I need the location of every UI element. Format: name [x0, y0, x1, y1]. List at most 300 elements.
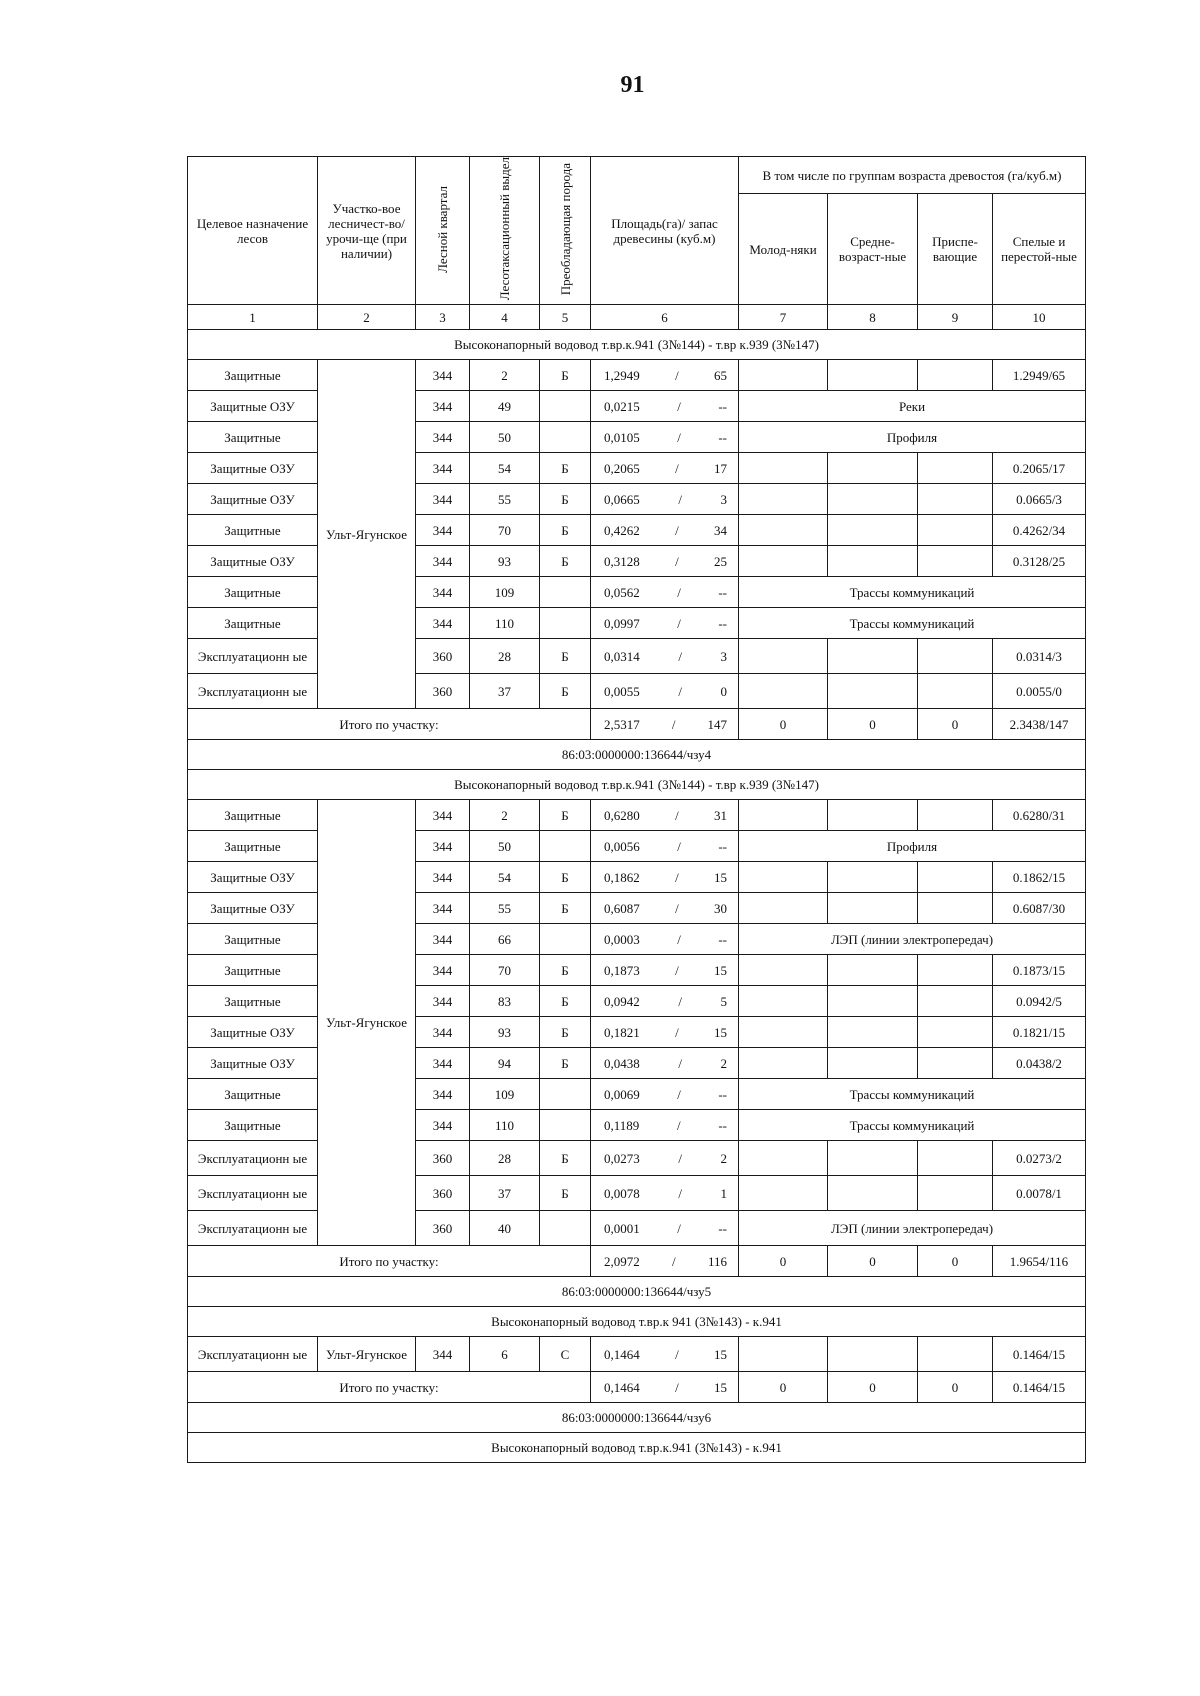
cell-purpose: Защитные ОЗУ — [188, 893, 318, 924]
cell-area-stock — [591, 955, 739, 986]
total-area-stock — [591, 1372, 739, 1403]
area-stock-wrap — [594, 649, 735, 664]
total-middle: 0 — [828, 709, 918, 740]
area-stock-wrap — [594, 1056, 735, 1071]
cadastral-row — [188, 1403, 1086, 1433]
header-middle: Средне-возраст-ные — [828, 194, 918, 305]
area-stock-wrap — [594, 1186, 735, 1201]
total-row — [188, 1372, 1086, 1403]
cell-vydel: 2 — [470, 360, 540, 391]
cell-area-stock — [591, 639, 739, 674]
cell-young — [739, 360, 828, 391]
cell-mature: 0.1821/15 — [993, 1017, 1086, 1048]
header-vydel — [470, 157, 540, 305]
slash-separator: / — [675, 1346, 679, 1362]
cell-kvartal: 344 — [416, 515, 470, 546]
area-value: 0,0997 — [604, 615, 640, 631]
cell-purpose: Эксплуатационн ые — [188, 1176, 318, 1211]
cell-area-stock — [591, 674, 739, 709]
stock-value: -- — [718, 1086, 727, 1102]
section-title: Высоконапорный водовод т.вр.к.941 (3№143) - к.941 — [188, 1433, 1086, 1463]
cell-species: С — [540, 1337, 591, 1372]
stock-value: 0 — [720, 683, 727, 699]
slash-separator: / — [675, 1024, 679, 1040]
stock-value: 30 — [714, 900, 727, 916]
total-area: 2,0972 — [604, 1253, 640, 1269]
total-area: 2,5317 — [604, 716, 640, 732]
col-num: 9 — [918, 305, 993, 330]
cell-kvartal: 344 — [416, 360, 470, 391]
cell-mature: 0.0078/1 — [993, 1176, 1086, 1211]
slash-separator: / — [671, 716, 676, 732]
cell-species — [540, 1110, 591, 1141]
slash-separator: / — [675, 1379, 679, 1395]
area-value: 0,0215 — [604, 398, 640, 414]
area-stock-wrap — [594, 523, 735, 538]
slash-separator: / — [675, 460, 679, 476]
cell-premature — [918, 360, 993, 391]
cell-kvartal: 344 — [416, 1017, 470, 1048]
cell-middle — [828, 639, 918, 674]
cell-kvartal: 344 — [416, 986, 470, 1017]
cell-species: Б — [540, 360, 591, 391]
cell-young — [739, 1141, 828, 1176]
cadastral-number: 86:03:0000000:136644/чзу5 — [188, 1277, 1086, 1307]
slash-separator: / — [675, 962, 679, 978]
cell-species — [540, 577, 591, 608]
table-row — [188, 1337, 1086, 1372]
section-title: Высоконапорный водовод т.вр.к.941 (3№144) - т.вр к.939 (3№147) — [188, 330, 1086, 360]
area-stock-wrap — [594, 932, 735, 947]
total-area-stock — [591, 709, 739, 740]
cell-species — [540, 831, 591, 862]
cell-kvartal: 344 — [416, 1337, 470, 1372]
cell-kvartal: 360 — [416, 1211, 470, 1246]
area-value: 0,0105 — [604, 429, 640, 445]
area-stock-wrap — [594, 901, 735, 916]
cell-area-stock — [591, 1141, 739, 1176]
cell-vydel: 49 — [470, 391, 540, 422]
table-row — [188, 800, 1086, 831]
cell-middle — [828, 546, 918, 577]
total-mature: 1.9654/116 — [993, 1246, 1086, 1277]
cell-middle — [828, 1176, 918, 1211]
cell-young — [739, 639, 828, 674]
cell-vydel: 109 — [470, 1079, 540, 1110]
col-num: 6 — [591, 305, 739, 330]
cell-vydel: 94 — [470, 1048, 540, 1079]
cell-species: Б — [540, 893, 591, 924]
cell-note: Профиля — [739, 831, 1086, 862]
cell-mature: 0.0314/3 — [993, 639, 1086, 674]
cell-purpose: Защитные — [188, 360, 318, 391]
cell-kvartal: 344 — [416, 577, 470, 608]
slash-separator: / — [677, 584, 681, 600]
cell-vydel: 28 — [470, 1141, 540, 1176]
cell-young — [739, 800, 828, 831]
area-stock-wrap — [594, 1087, 735, 1102]
cell-mature: 0.4262/34 — [993, 515, 1086, 546]
area-stock-wrap — [594, 492, 735, 507]
header-young: Молод-няки — [739, 194, 828, 305]
stock-value: -- — [718, 584, 727, 600]
stock-value: 15 — [714, 962, 727, 978]
cadastral-number: 86:03:0000000:136644/чзу6 — [188, 1403, 1086, 1433]
slash-separator: / — [675, 807, 679, 823]
cell-purpose: Защитные ОЗУ — [188, 1048, 318, 1079]
table-body — [188, 157, 1086, 1463]
cell-middle — [828, 1337, 918, 1372]
stock-value: -- — [718, 838, 727, 854]
cell-mature: 0.0273/2 — [993, 1141, 1086, 1176]
total-premature: 0 — [918, 709, 993, 740]
cell-species: Б — [540, 515, 591, 546]
cell-young — [739, 515, 828, 546]
area-value: 0,6087 — [604, 900, 640, 916]
area-stock-wrap — [594, 1118, 735, 1133]
cell-vydel: 50 — [470, 831, 540, 862]
cell-purpose: Защитные — [188, 608, 318, 639]
cell-species: Б — [540, 674, 591, 709]
col-num: 2 — [318, 305, 416, 330]
cell-species: Б — [540, 453, 591, 484]
header-species — [540, 157, 591, 305]
cell-species: Б — [540, 800, 591, 831]
cell-species — [540, 608, 591, 639]
cell-young — [739, 893, 828, 924]
cell-area-stock — [591, 1110, 739, 1141]
slash-separator: / — [672, 1253, 676, 1269]
cadastral-row — [188, 1277, 1086, 1307]
cell-vydel: 110 — [470, 608, 540, 639]
cell-premature — [918, 1017, 993, 1048]
total-mature: 2.3438/147 — [993, 709, 1086, 740]
cell-purpose: Защитные ОЗУ — [188, 484, 318, 515]
cadastral-row — [188, 740, 1086, 770]
cell-species — [540, 422, 591, 453]
cell-vydel: 110 — [470, 1110, 540, 1141]
cell-middle — [828, 1017, 918, 1048]
cell-premature — [918, 893, 993, 924]
total-mature: 0.1464/15 — [993, 1372, 1086, 1403]
cell-area-stock — [591, 986, 739, 1017]
cell-premature — [918, 484, 993, 515]
cell-vydel: 55 — [470, 484, 540, 515]
cell-species: Б — [540, 1141, 591, 1176]
header-area: Площадь(га)/ запас древесины (куб.м) — [591, 157, 739, 305]
slash-separator: / — [678, 993, 682, 1009]
stock-value: -- — [718, 398, 727, 414]
area-value: 0,0314 — [604, 648, 640, 664]
cell-species: Б — [540, 862, 591, 893]
stock-value: 15 — [714, 1024, 727, 1040]
section-title-row — [188, 1433, 1086, 1463]
slash-separator: / — [677, 838, 681, 854]
slash-separator: / — [677, 615, 681, 631]
area-value: 0,0001 — [604, 1220, 640, 1236]
cell-note: Трассы коммуникаций — [739, 608, 1086, 639]
header-premature: Приспе-вающие — [918, 194, 993, 305]
stock-value: -- — [718, 1220, 727, 1236]
cell-middle — [828, 800, 918, 831]
stock-value: 31 — [714, 807, 727, 823]
cell-kvartal: 344 — [416, 422, 470, 453]
total-premature: 0 — [918, 1246, 993, 1277]
cell-premature — [918, 862, 993, 893]
cell-area-stock — [591, 453, 739, 484]
cell-purpose: Защитные ОЗУ — [188, 862, 318, 893]
stock-value: 1 — [720, 1185, 727, 1201]
section-title-row — [188, 770, 1086, 800]
area-stock-wrap — [594, 1380, 735, 1395]
cell-young — [739, 1017, 828, 1048]
cell-kvartal: 344 — [416, 862, 470, 893]
total-young: 0 — [739, 709, 828, 740]
cell-kvartal: 344 — [416, 608, 470, 639]
cell-species: Б — [540, 986, 591, 1017]
cell-area-stock — [591, 515, 739, 546]
cell-vydel: 37 — [470, 674, 540, 709]
cell-purpose: Защитные — [188, 1110, 318, 1141]
header-kvartal-text: Лесной квартал — [435, 185, 450, 273]
area-value: 0,0273 — [604, 1150, 640, 1166]
total-label: Итого по участку: — [188, 1246, 591, 1277]
area-value: 0,3128 — [604, 553, 640, 569]
cell-middle — [828, 955, 918, 986]
cell-species — [540, 391, 591, 422]
cell-middle — [828, 674, 918, 709]
cell-area-stock — [591, 608, 739, 639]
cell-note: Трассы коммуникаций — [739, 577, 1086, 608]
stock-value: 15 — [714, 869, 727, 885]
area-value: 0,0438 — [604, 1055, 640, 1071]
total-young: 0 — [739, 1246, 828, 1277]
table-row — [188, 360, 1086, 391]
area-stock-wrap — [594, 1254, 735, 1269]
cell-purpose: Защитные — [188, 800, 318, 831]
cell-forestry: Ульт-Ягунское — [318, 1337, 416, 1372]
slash-separator: / — [677, 429, 681, 445]
area-stock-wrap — [594, 684, 735, 699]
cell-area-stock — [591, 893, 739, 924]
area-stock-wrap — [594, 554, 735, 569]
area-stock-wrap — [594, 399, 735, 414]
area-value: 0,1821 — [604, 1024, 640, 1040]
cell-note: Трассы коммуникаций — [739, 1110, 1086, 1141]
cell-middle — [828, 1141, 918, 1176]
cell-kvartal: 344 — [416, 955, 470, 986]
stock-value: 2 — [720, 1055, 727, 1071]
cell-purpose: Защитные ОЗУ — [188, 546, 318, 577]
cell-vydel: 54 — [470, 453, 540, 484]
section-title: Высоконапорный водовод т.вр.к.941 (3№144) - т.вр к.939 (3№147) — [188, 770, 1086, 800]
cell-young — [739, 986, 828, 1017]
cell-species — [540, 1211, 591, 1246]
cell-premature — [918, 515, 993, 546]
cell-area-stock — [591, 360, 739, 391]
cell-young — [739, 955, 828, 986]
stock-value: 34 — [714, 522, 727, 538]
cell-area-stock — [591, 924, 739, 955]
stock-value: -- — [718, 931, 727, 947]
slash-separator: / — [675, 869, 679, 885]
area-value: 0,0665 — [604, 491, 640, 507]
cell-area-stock — [591, 1337, 739, 1372]
cell-species: Б — [540, 1176, 591, 1211]
cell-mature: 0.6280/31 — [993, 800, 1086, 831]
col-num: 1 — [188, 305, 318, 330]
area-value: 1,2949 — [604, 367, 640, 383]
cell-kvartal: 344 — [416, 1079, 470, 1110]
cell-kvartal: 360 — [416, 674, 470, 709]
area-stock-wrap — [594, 461, 735, 476]
cell-mature: 0.1862/15 — [993, 862, 1086, 893]
total-premature: 0 — [918, 1372, 993, 1403]
cell-purpose: Защитные — [188, 955, 318, 986]
cell-kvartal: 344 — [416, 546, 470, 577]
cell-area-stock — [591, 484, 739, 515]
slash-separator: / — [678, 648, 682, 664]
cell-species: Б — [540, 955, 591, 986]
cell-area-stock — [591, 1048, 739, 1079]
total-label: Итого по участку: — [188, 709, 591, 740]
area-stock-wrap — [594, 368, 735, 383]
cell-area-stock — [591, 1017, 739, 1048]
area-stock-wrap — [594, 994, 735, 1009]
slash-separator: / — [678, 1185, 682, 1201]
col-num: 3 — [416, 305, 470, 330]
cell-middle — [828, 986, 918, 1017]
header-age-group: В том числе по группам возраста древостоя (га/куб.м) — [739, 157, 1086, 194]
cell-mature: 0.0438/2 — [993, 1048, 1086, 1079]
cell-vydel: 93 — [470, 1017, 540, 1048]
area-value: 0,0078 — [604, 1185, 640, 1201]
cell-species: Б — [540, 1048, 591, 1079]
cell-kvartal: 344 — [416, 484, 470, 515]
cell-species: Б — [540, 1017, 591, 1048]
stock-value: 17 — [714, 460, 727, 476]
total-area: 0,1464 — [604, 1379, 640, 1395]
stock-value: 3 — [720, 491, 727, 507]
header-forestry: Участко-вое лесничест-во/урочи-ще (при наличии) — [318, 157, 416, 305]
cell-purpose: Защитные ОЗУ — [188, 391, 318, 422]
cell-vydel: 83 — [470, 986, 540, 1017]
cell-purpose: Защитные — [188, 986, 318, 1017]
cell-species: Б — [540, 639, 591, 674]
cell-mature: 0.1464/15 — [993, 1337, 1086, 1372]
area-value: 0,1189 — [604, 1117, 640, 1133]
cell-premature — [918, 453, 993, 484]
cell-forestry: Ульт-Ягунское — [318, 360, 416, 709]
cell-middle — [828, 1048, 918, 1079]
cell-premature — [918, 955, 993, 986]
cell-area-stock — [591, 546, 739, 577]
area-value: 0,1873 — [604, 962, 640, 978]
stock-value: 65 — [714, 367, 727, 383]
cell-young — [739, 1176, 828, 1211]
cell-mature: 0.0942/5 — [993, 986, 1086, 1017]
total-middle: 0 — [828, 1246, 918, 1277]
cell-purpose: Защитные — [188, 831, 318, 862]
total-row — [188, 709, 1086, 740]
cell-vydel: 28 — [470, 639, 540, 674]
area-value: 0,0069 — [604, 1086, 640, 1102]
cell-vydel: 109 — [470, 577, 540, 608]
header-numbers-row — [188, 305, 1086, 330]
cell-species: Б — [540, 546, 591, 577]
cell-area-stock — [591, 862, 739, 893]
header-row-top — [188, 157, 1086, 194]
area-value: 0,2065 — [604, 460, 640, 476]
cell-premature — [918, 1176, 993, 1211]
cell-purpose: Защитные — [188, 1079, 318, 1110]
area-stock-wrap — [594, 717, 735, 732]
cell-kvartal: 344 — [416, 1110, 470, 1141]
area-value: 0,6280 — [604, 807, 640, 823]
area-stock-wrap — [594, 585, 735, 600]
section-title: Высоконапорный водовод т.вр.к 941 (3№143) - к.941 — [188, 1307, 1086, 1337]
cell-middle — [828, 862, 918, 893]
total-stock: 15 — [714, 1379, 727, 1395]
cell-young — [739, 484, 828, 515]
area-stock-wrap — [594, 616, 735, 631]
cell-kvartal: 360 — [416, 1141, 470, 1176]
stock-value: 2 — [720, 1150, 727, 1166]
stock-value: 3 — [720, 648, 727, 664]
total-young: 0 — [739, 1372, 828, 1403]
area-value: 0,0003 — [604, 931, 640, 947]
total-stock: 116 — [707, 1253, 727, 1269]
area-value: 0,4262 — [604, 522, 640, 538]
cell-forestry: Ульт-Ягунское — [318, 800, 416, 1246]
cell-area-stock — [591, 1176, 739, 1211]
cell-young — [739, 862, 828, 893]
cell-purpose: Защитные ОЗУ — [188, 1017, 318, 1048]
page-number: 91 — [620, 72, 645, 98]
cell-species: Б — [540, 484, 591, 515]
slash-separator: / — [678, 1150, 682, 1166]
cell-area-stock — [591, 1079, 739, 1110]
total-label: Итого по участку: — [188, 1372, 591, 1403]
cell-kvartal: 344 — [416, 831, 470, 862]
slash-separator: / — [677, 1086, 681, 1102]
slash-separator: / — [677, 931, 681, 947]
cell-purpose: Защитные ОЗУ — [188, 453, 318, 484]
cell-kvartal: 344 — [416, 893, 470, 924]
cell-species — [540, 1079, 591, 1110]
cell-area-stock — [591, 831, 739, 862]
stock-value: 25 — [714, 553, 727, 569]
col-num: 5 — [540, 305, 591, 330]
cell-note: Профиля — [739, 422, 1086, 453]
cell-note: Трассы коммуникаций — [739, 1079, 1086, 1110]
stock-value: 15 — [714, 1346, 727, 1362]
cell-note: ЛЭП (линии электропередач) — [739, 1211, 1086, 1246]
cell-young — [739, 546, 828, 577]
cell-premature — [918, 1048, 993, 1079]
area-value: 0,0056 — [604, 838, 640, 854]
cell-vydel: 37 — [470, 1176, 540, 1211]
area-stock-wrap — [594, 808, 735, 823]
cell-purpose: Защитные — [188, 577, 318, 608]
cell-vydel: 55 — [470, 893, 540, 924]
area-stock-wrap — [594, 430, 735, 445]
cell-vydel: 6 — [470, 1337, 540, 1372]
stock-value: -- — [718, 429, 727, 445]
stock-value: -- — [718, 1117, 727, 1133]
slash-separator: / — [678, 683, 682, 699]
area-value: 0,1862 — [604, 869, 640, 885]
